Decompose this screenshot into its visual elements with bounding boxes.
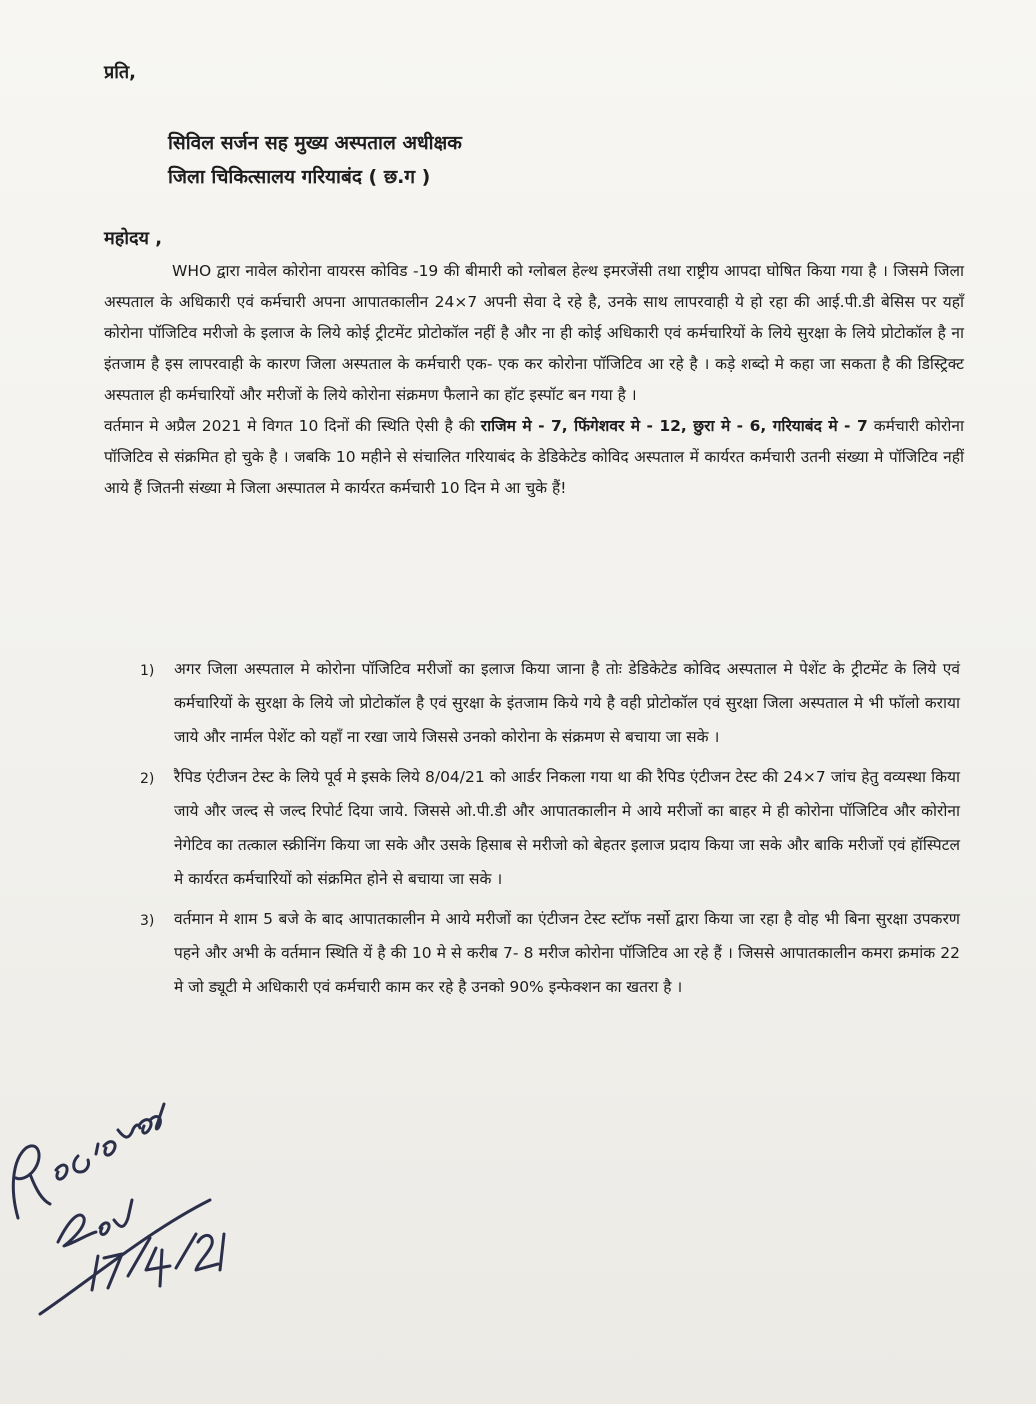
point-number: 2) xyxy=(140,771,155,787)
addressee-block xyxy=(168,126,462,194)
addressee-line-2: जिला चिकित्सालय गरियाबंद ( छ.ग ) xyxy=(168,166,431,188)
list-item xyxy=(140,760,960,896)
paragraph-1: WHO द्वारा नावेल कोरोना वायरस कोविड -19 की बीमारी को ग्लोबल हेल्थ इमरजेंसी तथा राष्ट्रीय आपदा घोषित किया गया है । जिसमे जिला अस्पताल के अधिकारी एवं कर्मचारी अपना आपातकालीन 24×7 अपनी सेवा दे रहे है, उनके साथ लापरवाही ये हो रहा की आई.पी.डी बेसिस पर यहाँ कोरोना पॉजिटिव मरीजो के इलाज के लिये कोई ट्रीटमेंट प्रोटोकॉल नहीं है और ना ही कोई अधिकारी एवं कर्मचारियों के लिये सुरक्षा के लिये प्रोटोकॉल है ना इंतजाम है इस लापरवाही के कारण जिला अस्पताल के कर्मचारी एक- एक कर कोरोना पॉजिटिव आ रहे है । कड़े शब्दो मे कहा जा सकता है की डिस्ट्रिक्ट अस्पताल ही कर्मचारियों और मरीजों के लिये कोरोना संक्रमण फैलाने का हॉट इस्पॉट बन गया है । xyxy=(104,262,964,404)
letter-body xyxy=(104,256,964,504)
point-number: 1) xyxy=(140,663,155,679)
received-signature xyxy=(0,1100,260,1330)
list-item xyxy=(140,652,960,754)
point-number: 3) xyxy=(140,913,155,929)
demand-points-list xyxy=(140,652,960,1010)
paragraph-2-end: कर्मचारी कोरोना पॉजिटिव से संक्रमित हो चुके है । जबकि 10 महीने से संचालित गरियाबंद के डेडिकेटेड कोविद अस्पताल में कार्यरत कर्मचारी उतनी संख्या मे पॉजिटिव नहीं आये हैं जितनी संख्या मे जिला अस्पातल मे कार्यरत कर्मचारी 10 दिन मे आ चुके हैं! xyxy=(104,417,964,497)
greeting: महोदय , xyxy=(104,228,163,249)
to-label: प्रति, xyxy=(104,62,137,83)
paragraph-2-bold-counts: राजिम मे - 7, फिंगेशवर मे - 12, छुरा मे - 6, गरियाबंद मे - 7 xyxy=(480,417,868,435)
point-text: वर्तमान मे शाम 5 बजे के बाद आपातकालीन मे आये मरीजों का एंटीजन टेस्ट स्टॉफ नर्सो द्वारा किया जा रहा है वोह भी बिना सुरक्षा उपकरण पहने और अभी के वर्तमान स्थिति यें है की 10 मे से करीब 7- 8 मरीज कोरोना पॉजिटिव आ रहे हैं । जिससे आपातकालीन कमरा क्रमांक 22 मे जो ड्यूटी मे अधिकारी एवं कर्मचारी काम कर रहे है उनको 90% इन्फेक्शन का खतरा है । xyxy=(174,910,960,996)
paragraph-2-start: वर्तमान मे अप्रैल 2021 मे विगत 10 दिनों की स्थिति ऐसी है की xyxy=(104,417,481,435)
point-text: रैपिड एंटीजन टेस्ट के लिये पूर्व मे इसके लिये 8/04/21 को आर्डर निकला गया था की रैपिड एंटीजन टेस्ट की 24×7 जांच हेतु वव्यस्था किया जाये और जल्द से जल्द रिपोर्ट दिया जाये. जिससे ओ.पी.डी और आपातकालीन मे आये मरीजों का बाहर मे ही कोरोना पॉजिटिव और कोरोना नेगेटिव का तत्काल स्क्रीनिंग किया जा सके और उसके हिसाब से मरीजो को बेहतर इलाज प्रदाय किया जा सके और बाकि मरीजों एवं हॉस्पिटल मे कार्यरत कर्मचारियों को संक्रमित होने से बचाया जा सके । xyxy=(174,768,960,888)
paragraph-2 xyxy=(104,411,964,504)
addressee-line-1: सिविल सर्जन सह मुख्य अस्पताल अधीक्षक xyxy=(168,132,462,154)
point-text: अगर जिला अस्पताल मे कोरोना पॉजिटिव मरीजों का इलाज किया जाना है तोः डेडिकेटेड कोविद अस्पताल मे पेशेंट के ट्रीटमेंट के लिये एवं कर्मचारियों के सुरक्षा के लिये जो प्रोटोकॉल है एवं सुरक्षा के इंतजाम किये गये है वही प्रोटोकॉल एवं सुरक्षा जिला अस्पताल मे भी फॉलो कराया जाये और नार्मल पेशेंट को यहाँ ना रखा जाये जिससे उनको कोरोना के संक्रमण से बचाया जा सके । xyxy=(174,660,960,746)
list-item xyxy=(140,902,960,1004)
